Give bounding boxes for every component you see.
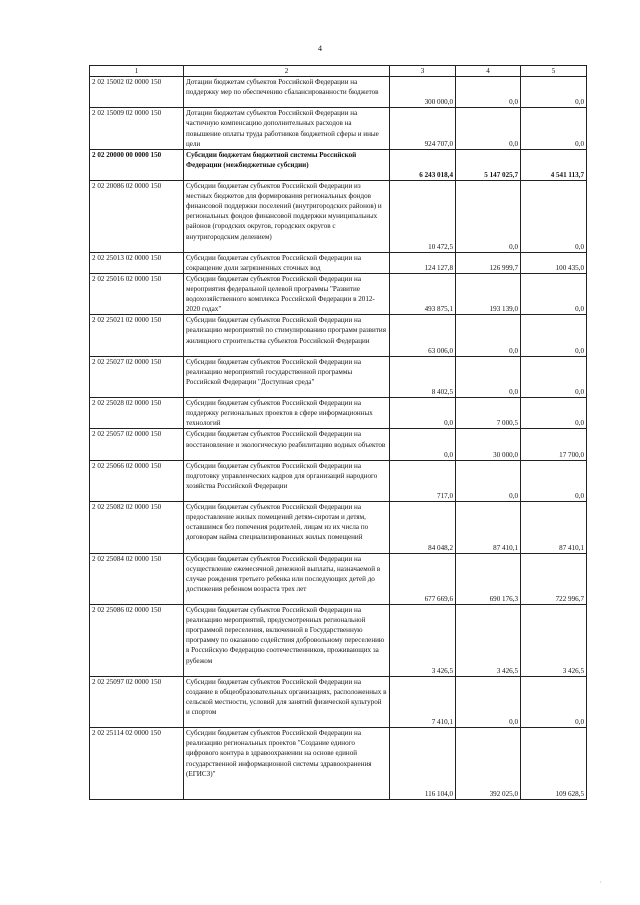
row-value-col4: 3 426,5 <box>456 605 521 677</box>
row-value-col5: 0,0 <box>521 273 587 314</box>
row-name: Дотации бюджетам субъектов Российской Федерации на поддержку мер по обеспечению сбалансированности бюджетов <box>184 77 390 108</box>
table-row <box>90 356 587 397</box>
row-name: Субсидии бюджетам субъектов Российской Федерации на реализацию мероприятий, предусмотренных региональной программой переселения, включенной в Государственную программу по оказанию содействия добровольному переселению в Российскую Федерацию соотечественников, проживающих за рубежом <box>184 605 390 677</box>
row-name: Субсидии бюджетам субъектов Российской Федерации на мероприятия федеральной целевой программы "Развитие водохозяйственного комплекса Российской Федерации в 2012-2020 годах" <box>184 273 390 314</box>
row-value-col3: 63 006,0 <box>390 315 456 356</box>
row-code: 2 02 25114 02 0000 150 <box>90 728 184 800</box>
page-number: 4 <box>318 44 322 53</box>
row-name: Субсидии бюджетам субъектов Российской Федерации на реализацию региональных проектов "Создание единого цифрового контура в здравоохранении на основе единой государственной информационной системы здравоохранения (ЕГИСЗ)" <box>184 728 390 800</box>
row-value-col4: 0,0 <box>456 460 521 501</box>
row-value-col5: 0,0 <box>521 77 587 108</box>
row-name: Субсидии бюджетам бюджетной системы Российской Федерации (межбюджетные субсидии) <box>184 149 390 180</box>
column-header: 3 <box>390 66 456 77</box>
row-value-col3: 84 048,2 <box>390 502 456 554</box>
row-name: Субсидии бюджетам субъектов Российской Федерации на реализацию мероприятий государственной программы Российской Федерации "Доступная среда" <box>184 356 390 397</box>
row-value-col5: 0,0 <box>521 460 587 501</box>
row-code: 2 02 25097 02 0000 150 <box>90 676 184 728</box>
row-value-col5: 0,0 <box>521 676 587 728</box>
row-value-col4: 0,0 <box>456 676 521 728</box>
row-value-col5: 4 541 113,7 <box>521 149 587 180</box>
table-row <box>90 273 587 314</box>
row-code: 2 02 15002 02 0000 150 <box>90 77 184 108</box>
row-code: 2 02 25021 02 0000 150 <box>90 315 184 356</box>
row-value-col5: 0,0 <box>521 356 587 397</box>
row-value-col5: 0,0 <box>521 398 587 429</box>
row-value-col5: 0,0 <box>521 181 587 253</box>
row-value-col5: 109 628,5 <box>521 728 587 800</box>
table-row <box>90 149 587 180</box>
row-name: Субсидии бюджетам субъектов Российской Федерации на осуществление ежемесячной денежной выплаты, назначаемой в случае рождения третьего ребенка или последующих детей до достижения ребенком возраста трех лет <box>184 553 390 605</box>
column-header: 1 <box>90 66 184 77</box>
row-value-col5: 87 410,1 <box>521 502 587 554</box>
table-row <box>90 77 587 108</box>
row-name: Субсидии бюджетам субъектов Российской Федерации на реализацию мероприятий по стимулированию программ развития жилищного строительства субъектов Российской Федерации <box>184 315 390 356</box>
row-value-col4: 0,0 <box>456 77 521 108</box>
row-code: 2 02 25057 02 0000 150 <box>90 429 184 460</box>
row-value-col3: 924 707,0 <box>390 108 456 149</box>
table-row <box>90 315 587 356</box>
row-code: 2 02 25086 02 0000 150 <box>90 605 184 677</box>
row-code: 2 02 25016 02 0000 150 <box>90 273 184 314</box>
table-row <box>90 429 587 460</box>
row-name: Субсидии бюджетам субъектов Российской Федерации на предоставление жилых помещений детям-сиротам и детям, оставшимся без попечения родителей, лицам из их числа по договорам найма специализированных жилых помещений <box>184 502 390 554</box>
row-code: 2 02 15009 02 0000 150 <box>90 108 184 149</box>
table-row <box>90 553 587 605</box>
row-name: Субсидии бюджетам субъектов Российской Федерации на сокращение доли загрязненных сточных вод <box>184 252 390 273</box>
row-value-col5: 3 426,5 <box>521 605 587 677</box>
row-value-col5: 0,0 <box>521 108 587 149</box>
row-value-col3: 0,0 <box>390 429 456 460</box>
budget-table <box>89 65 587 800</box>
row-value-col3: 7 410,1 <box>390 676 456 728</box>
row-value-col3: 116 104,0 <box>390 728 456 800</box>
row-value-col4: 392 025,0 <box>456 728 521 800</box>
row-value-col3: 300 000,0 <box>390 77 456 108</box>
row-code: 2 02 20000 00 0000 150 <box>90 149 184 180</box>
table-row <box>90 108 587 149</box>
row-value-col4: 126 999,7 <box>456 252 521 273</box>
table-row <box>90 605 587 677</box>
column-header: 5 <box>521 66 587 77</box>
row-value-col4: 87 410,1 <box>456 502 521 554</box>
row-value-col3: 10 472,5 <box>390 181 456 253</box>
row-value-col3: 8 402,5 <box>390 356 456 397</box>
table-row <box>90 502 587 554</box>
row-value-col3: 0,0 <box>390 398 456 429</box>
row-code: 2 02 20086 02 0000 150 <box>90 181 184 253</box>
column-header: 2 <box>184 66 390 77</box>
row-value-col5: 17 700,0 <box>521 429 587 460</box>
table-row <box>90 398 587 429</box>
row-value-col4: 5 147 025,7 <box>456 149 521 180</box>
table-header-row <box>90 66 587 77</box>
row-value-col4: 0,0 <box>456 315 521 356</box>
table-row <box>90 181 587 253</box>
row-value-col4: 0,0 <box>456 181 521 253</box>
row-value-col4: 30 000,0 <box>456 429 521 460</box>
row-value-col5: 100 435,0 <box>521 252 587 273</box>
row-name: Субсидии бюджетам субъектов Российской Федерации на восстановление и экологическую реабилитацию водных объектов <box>184 429 390 460</box>
row-code: 2 02 25066 02 0000 150 <box>90 460 184 501</box>
row-name: Субсидии бюджетам субъектов Российской Федерации из местных бюджетов для формирования региональных фондов финансовой поддержки поселений (внутригородских районов) и региональных фондов финансовой поддержки муниципальных районов (городских округов, городских округов с внутригородским делением) <box>184 181 390 253</box>
row-value-col3: 3 426,5 <box>390 605 456 677</box>
row-value-col3: 6 243 018,4 <box>390 149 456 180</box>
row-value-col3: 124 127,8 <box>390 252 456 273</box>
column-header: 4 <box>456 66 521 77</box>
row-code: 2 02 25013 02 0000 150 <box>90 252 184 273</box>
page-corner-mark: ' <box>600 882 601 887</box>
row-code: 2 02 25082 02 0000 150 <box>90 502 184 554</box>
table-row <box>90 460 587 501</box>
table-row <box>90 728 587 800</box>
row-value-col4: 193 139,0 <box>456 273 521 314</box>
row-code: 2 02 25084 02 0000 150 <box>90 553 184 605</box>
row-value-col5: 722 996,7 <box>521 553 587 605</box>
row-name: Субсидии бюджетам субъектов Российской Федерации на подготовку управленческих кадров для организаций народного хозяйства Российской Федерации <box>184 460 390 501</box>
row-code: 2 02 25028 02 0000 150 <box>90 398 184 429</box>
table-row <box>90 676 587 728</box>
row-code: 2 02 25027 02 0000 150 <box>90 356 184 397</box>
row-value-col3: 493 875,1 <box>390 273 456 314</box>
row-value-col4: 0,0 <box>456 356 521 397</box>
row-value-col4: 0,0 <box>456 108 521 149</box>
row-name: Субсидии бюджетам субъектов Российской Федерации на создание в общеобразовательных организациях, расположенных в сельской местности, условий для занятий физической культурой и спортом <box>184 676 390 728</box>
row-name: Дотации бюджетам субъектов Российской Федерации на частичную компенсацию дополнительных расходов на повышение оплаты труда работников бюджетной сферы и иные цели <box>184 108 390 149</box>
row-name: Субсидии бюджетам субъектов Российской Федерации на поддержку региональных проектов в сфере информационных технологий <box>184 398 390 429</box>
row-value-col5: 0,0 <box>521 315 587 356</box>
table-row <box>90 252 587 273</box>
row-value-col4: 7 000,5 <box>456 398 521 429</box>
budget-table-body <box>90 66 587 800</box>
row-value-col3: 717,0 <box>390 460 456 501</box>
row-value-col4: 690 176,3 <box>456 553 521 605</box>
row-value-col3: 677 669,6 <box>390 553 456 605</box>
